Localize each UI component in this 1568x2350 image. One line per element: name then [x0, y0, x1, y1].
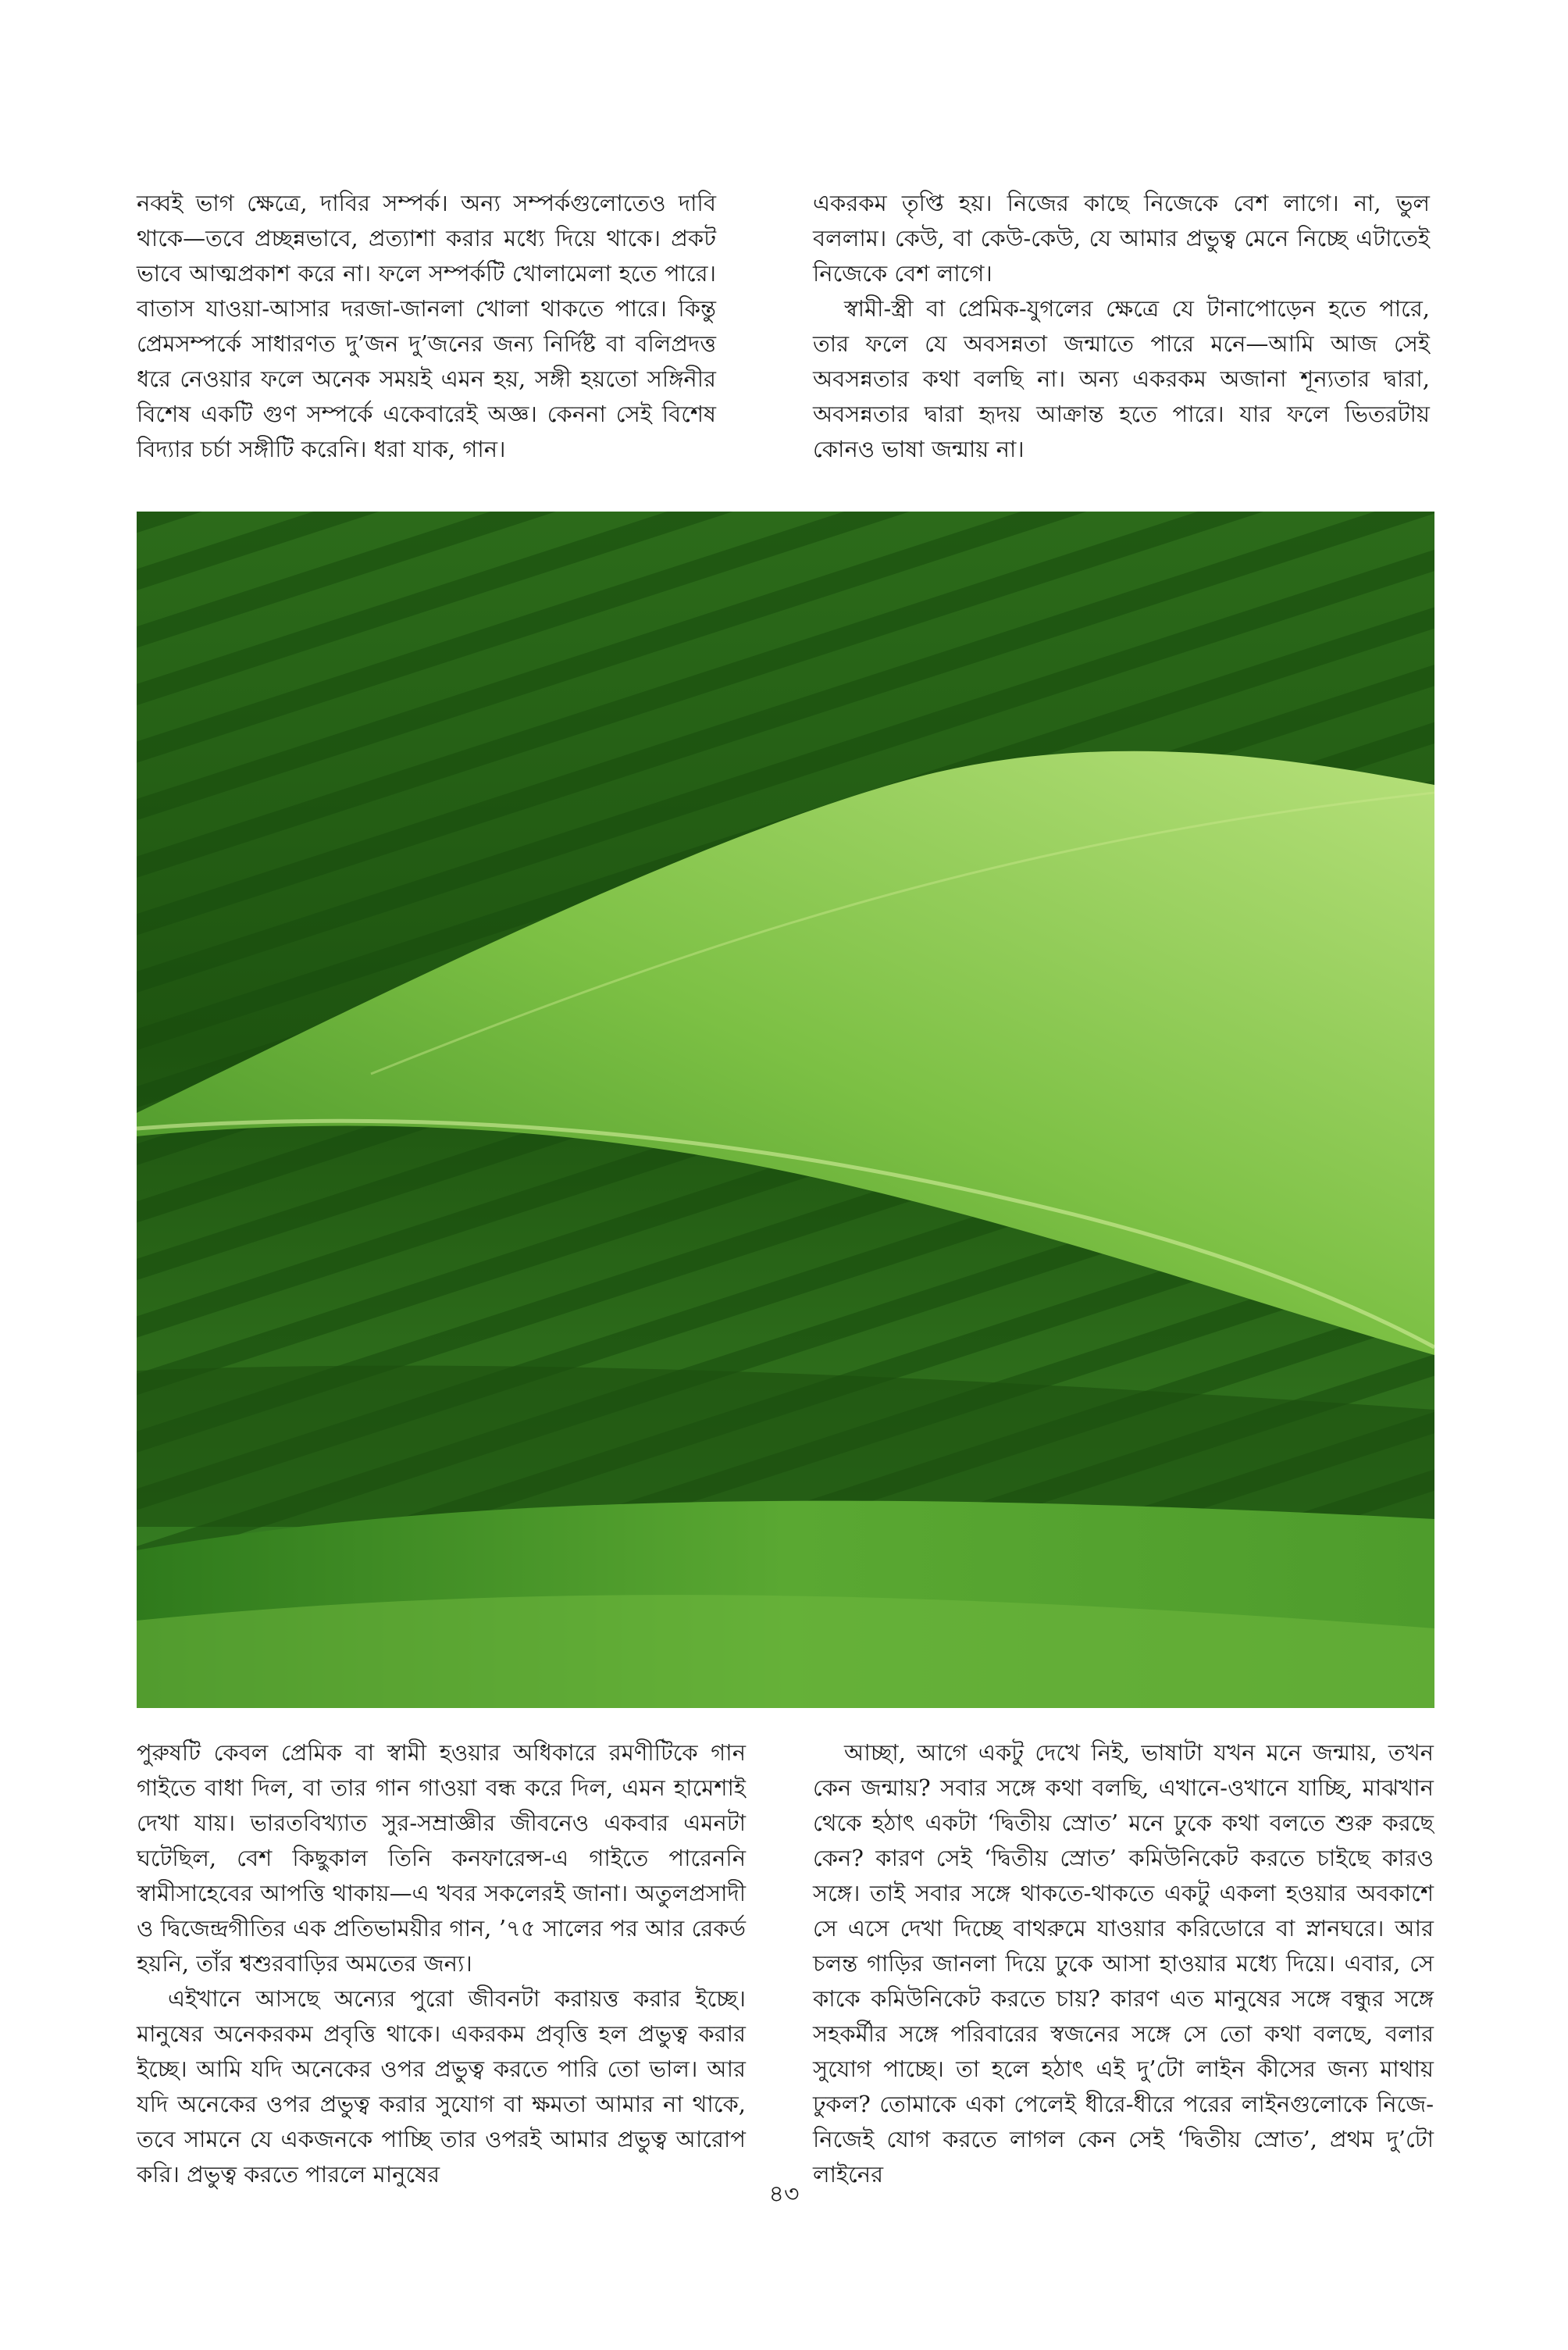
- paragraph: পুরুষটি কেবল প্রেমিক বা স্বামী হওয়ার অধিকারে রমণীটিকে গান গাইতে বাধা দিল, বা তার গান গাওয়া বন্ধ করে দিল, এমন হামেশাই দেখা যায়। ভারতবিখ্যাত সুর-সম্রাজ্ঞীর জীবনেও একবার এমনটা ঘটেছিল, বেশ কিছুকাল তিনি কনফারেন্স-এ গাইতে পারেননি স্বামীসাহেবের আপত্তি থাকায়—এ খবর সকলেরই জানা। অতুলপ্রসাদী ও দ্বিজেন্দ্রগীতির এক প্রতিভাময়ীর গান, ’৭৫ সালের পর আর রেকর্ড হয়নি, তাঁর শ্বশুরবাড়ির অমতের জন্য।: [137, 1739, 746, 1977]
- page-number: ৪৩: [768, 2181, 800, 2208]
- text-column-top-right: [813, 186, 1430, 467]
- paragraph: এইখানে আসছে অন্যের পুরো জীবনটা করায়ত্ত করার ইচ্ছে। মানুষের অনেকরকম প্রবৃত্তি থাকে। একরকম প্রবৃত্তি হল প্রভুত্ব করার ইচ্ছে। আমি যদি অনেকের ওপর প্রভুত্ব করতে পারি তো ভাল। আর যদি অনেকের ওপর প্রভুত্ব করার সুযোগ বা ক্ষমতা আমার না থাকে, তবে সামনে যে একজনকে পাচ্ছি তার ওপরই আমার প্রভুত্ব আরোপ করি। প্রভুত্ব করতে পারলে মানুষের: [137, 1985, 746, 2188]
- leaf-photo: [137, 512, 1434, 1708]
- text-column-top-left: [137, 186, 716, 467]
- paragraph: নব্বই ভাগ ক্ষেত্রে, দাবির সম্পর্ক। অন্য সম্পর্কগুলোতেও দাবি থাকে—তবে প্রচ্ছন্নভাবে, প্রত্যাশা করার মধ্যে দিয়ে থাকে। প্রকট ভাবে আত্মপ্রকাশ করে না। ফলে সম্পর্কটি খোলামেলা হতে পারে। বাতাস যাওয়া-আসার দরজা-জানলা খোলা থাকতে পারে। কিন্তু প্রেমসম্পর্কে সাধারণত দু’জন দু’জনের জন্য নির্দিষ্ট বা বলিপ্রদত্ত ধরে নেওয়ার ফলে অনেক সময়ই এমন হয়, সঙ্গী হয়তো সঙ্গিনীর বিশেষ একটি গুণ সম্পর্কে একেবারেই অজ্ঞ। কেননা সেই বিশেষ বিদ্যার চর্চা সঙ্গীটি করেনি। ধরা যাক, গান।: [137, 190, 716, 462]
- leaf-closeup-icon: [137, 512, 1434, 1708]
- paragraph: স্বামী-স্ত্রী বা প্রেমিক-যুগলের ক্ষেত্রে যে টানাপোড়েন হতে পারে, তার ফলে যে অবসন্নতা জন্মাতে পারে মনে—আমি আজ সেই অবসন্নতার কথা বলছি না। অন্য একরকম অজানা শূন্যতার দ্বারা, অবসন্নতার দ্বারা হৃদয় আক্রান্ত হতে পারে। যার ফলে ভিতরটায় কোনও ভাষা জন্মায় না।: [813, 295, 1430, 462]
- text-column-bottom-right: [813, 1735, 1434, 2192]
- paragraph: একরকম তৃপ্তি হয়। নিজের কাছে নিজেকে বেশ লাগে। না, ভুল বললাম। কেউ, বা কেউ-কেউ, যে আমার প্রভুত্ব মেনে নিচ্ছে এটাতেই নিজেকে বেশ লাগে।: [813, 190, 1430, 287]
- text-column-bottom-left: [137, 1735, 746, 2192]
- paragraph: আচ্ছা, আগে একটু দেখে নিই, ভাষাটা যখন মনে জন্মায়, তখন কেন জন্মায়? সবার সঙ্গে কথা বলছি, এখানে-ওখানে যাচ্ছি, মাঝখান থেকে হঠাৎ একটা ‘দ্বিতীয় স্রোত’ মনে ঢুকে কথা বলতে শুরু করছে কেন? কারণ সেই ‘দ্বিতীয় স্রোত’ কমিউনিকেট করতে চাইছে কারও সঙ্গে। তাই সবার সঙ্গে থাকতে-থাকতে একটু একলা হওয়ার অবকাশে সে এসে দেখা দিচ্ছে বাথরুমে যাওয়ার করিডোরে বা স্নানঘরে। আর চলন্ত গাড়ির জানলা দিয়ে ঢুকে আসা হাওয়ার মধ্যে দিয়ে। এবার, সে কাকে কমিউনিকেট করতে চায়? কারণ এত মানুষের সঙ্গে বন্ধুর সঙ্গে সহকর্মীর সঙ্গে পরিবারের স্বজনের সঙ্গে সে তো কথা বলছে, বলার সুযোগ পাচ্ছে। তা হলে হঠাৎ এই দু’টো লাইন কীসের জন্য মাথায় ঢুকল? তোমাকে একা পেলেই ধীরে-ধীরে পরের লাইনগুলোকে নিজে-নিজেই যোগ করতে লাগল কেন সেই ‘দ্বিতীয় স্রোত’, প্রথম দু’টো লাইনের: [813, 1739, 1434, 2188]
